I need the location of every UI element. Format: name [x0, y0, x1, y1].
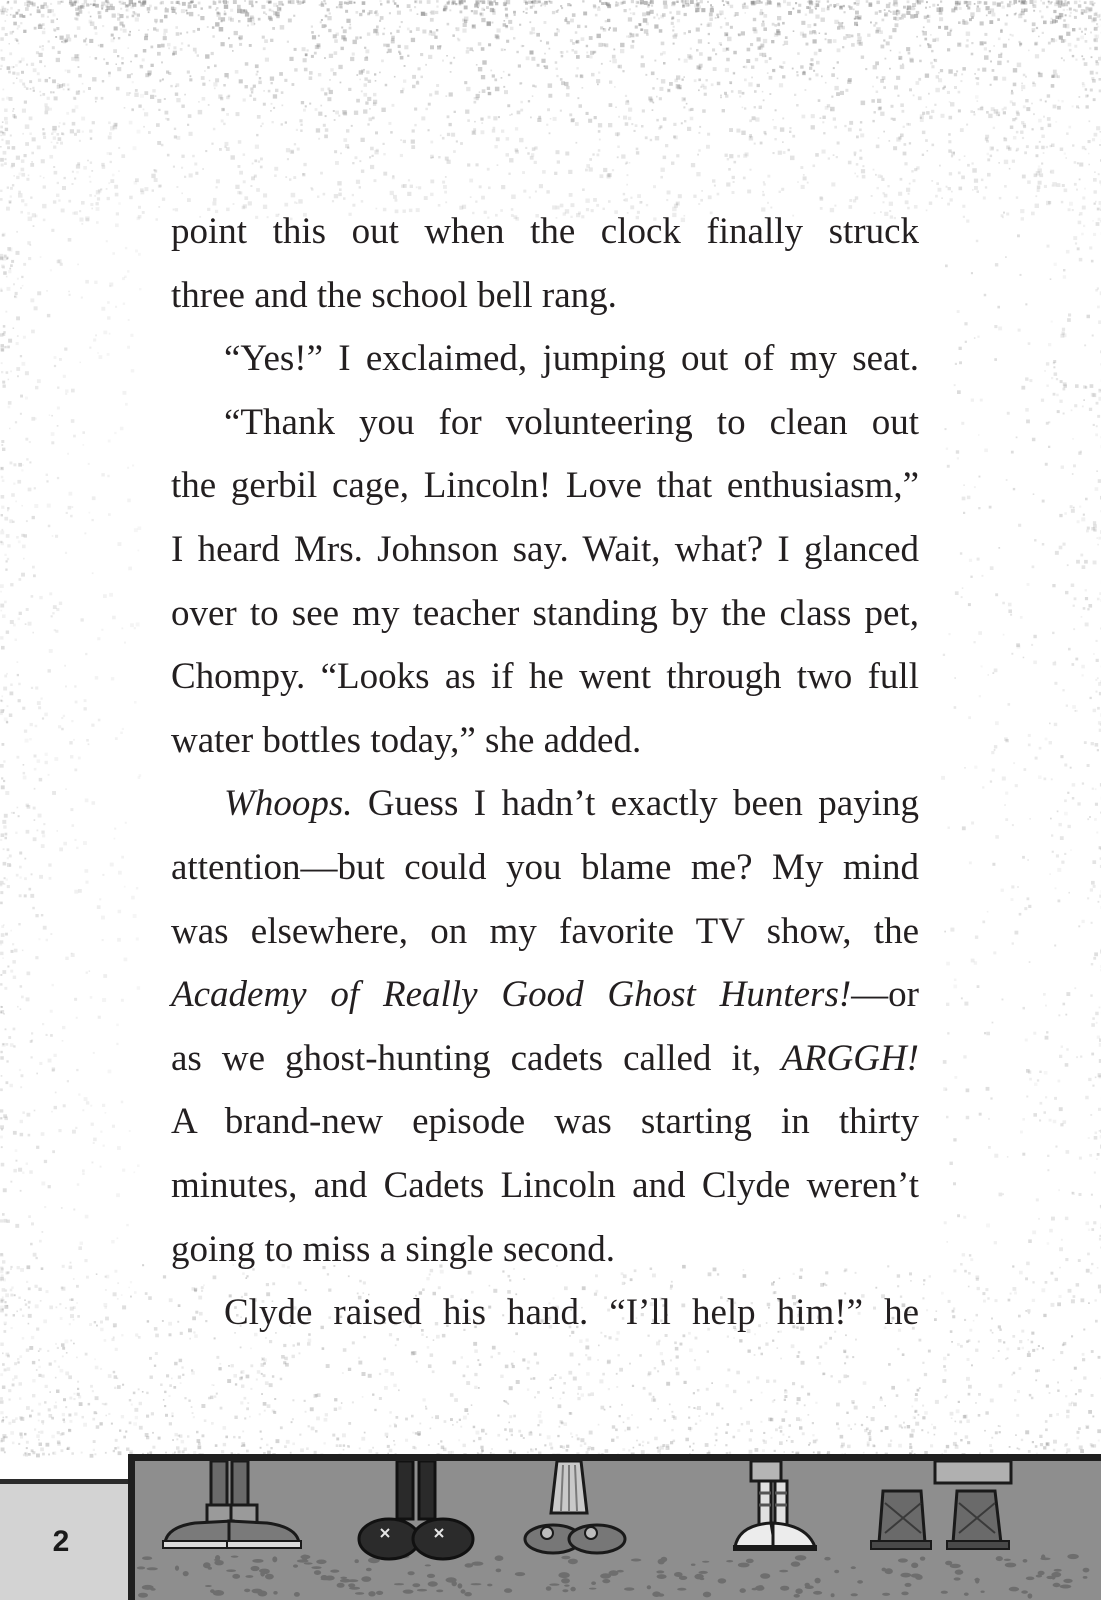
- checkered-boots-feet-5: [871, 1461, 1011, 1549]
- text-run: minutes, and Cadets Lincoln and Clyde weren’t: [171, 1164, 919, 1206]
- text-run: Guess I hadn’t exactly been paying: [352, 783, 919, 825]
- text-run: Clyde raised his hand. “I’ll help him!” he: [224, 1292, 919, 1334]
- text-run: three and the school bell rang.: [171, 274, 617, 316]
- text-line: [171, 900, 919, 964]
- dark-shoes-feet-2: [359, 1461, 473, 1559]
- floor-speckles: [137, 1554, 1090, 1599]
- italic-run: ARGGH!: [781, 1037, 919, 1079]
- text-run: as we ghost-hunting cadets called it,: [171, 1037, 782, 1079]
- cartoon-feet-illustration: [135, 1461, 1101, 1600]
- text-run: “Yes!” I exclaimed, jumping out of my seat.: [224, 338, 919, 380]
- text-line: [171, 1027, 919, 1091]
- page-number: 2: [52, 1525, 70, 1558]
- text-run: A brand-new episode was starting in thirty: [171, 1101, 919, 1143]
- text-run: water bottles today,” she added.: [171, 719, 642, 761]
- text-run: over to see my teacher standing by the class pet,: [171, 592, 919, 634]
- text-line: [171, 645, 919, 709]
- italic-run: Academy of Really Good Ghost Hunters!: [171, 974, 852, 1016]
- footer-illustration-panel: [128, 1454, 1101, 1600]
- text-line: [171, 709, 919, 773]
- text-line: [171, 1218, 919, 1282]
- text-run: the gerbil cage, Lincoln! Love that enthusiasm,”: [171, 465, 919, 507]
- body-text: [171, 200, 919, 1345]
- sneakers-feet-1: [163, 1461, 301, 1548]
- text-line: [171, 836, 919, 900]
- text-run: point this out when the clock finally struck: [171, 211, 919, 252]
- text-line: [171, 963, 919, 1027]
- text-run: was elsewhere, on my favorite TV show, the: [171, 910, 919, 952]
- text-line: [171, 264, 919, 328]
- text-line: [171, 772, 919, 836]
- page-number-box: [0, 1479, 128, 1600]
- text-line: [171, 327, 919, 391]
- flower-shoes-feet-3: [525, 1461, 625, 1553]
- striped-socks-feet-4: [733, 1461, 817, 1551]
- text-line: [171, 1154, 919, 1218]
- text-line: [171, 1281, 919, 1345]
- text-run: I heard Mrs. Johnson say. Wait, what? I glanced: [171, 528, 919, 570]
- text-line: [171, 391, 919, 455]
- text-run: —or: [851, 974, 919, 1016]
- text-line: [171, 200, 919, 264]
- text-line: [171, 1090, 919, 1154]
- italic-run: Whoops.: [224, 783, 353, 825]
- text-run: attention—but could you blame me? My mind: [171, 846, 919, 888]
- text-line: [171, 582, 919, 646]
- text-run: going to miss a single second.: [171, 1228, 615, 1270]
- text-line: [171, 454, 919, 518]
- page-footer: [0, 1454, 1101, 1600]
- text-run: Chompy. “Looks as if he went through two full: [171, 656, 919, 698]
- text-run: “Thank you for volunteering to clean out: [224, 401, 919, 443]
- text-line: [171, 518, 919, 582]
